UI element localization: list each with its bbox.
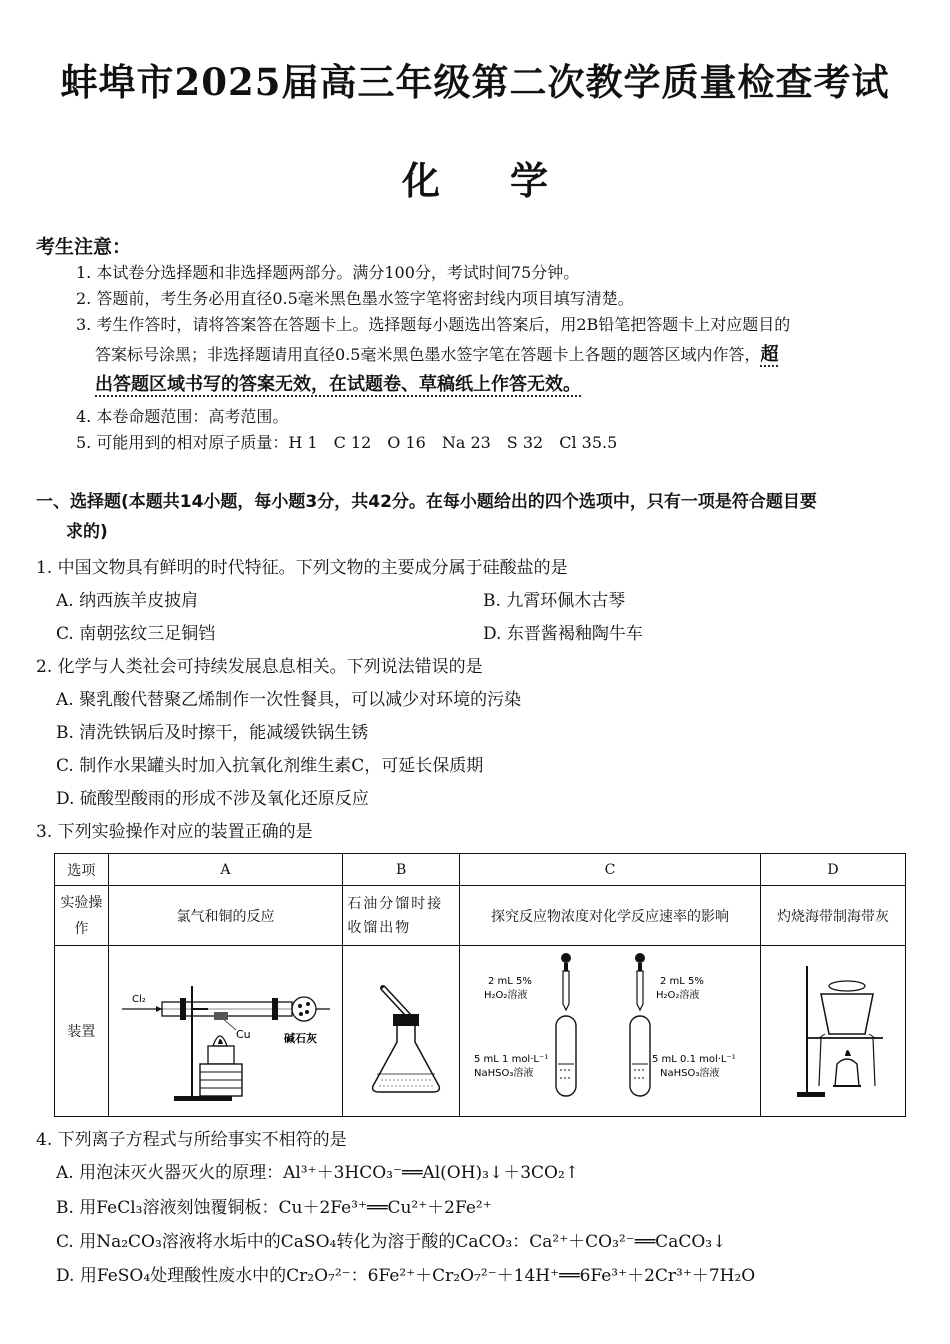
table-d-device <box>761 946 906 1117</box>
apparatus-d-figure <box>761 946 905 1112</box>
q2-option-d: D. 硫酸型酸雨的形成不涉及氧化还原反应 <box>56 789 369 809</box>
notice-item-3: 3. 考生作答时，请将答案答在答题卡上。选择题每小题选出答案后，用2B铅笔把答题卡上对应题目的 <box>76 315 791 334</box>
q2-option-b: B. 清洗铁锅后及时擦干，能减缓铁锅生锈 <box>56 723 369 743</box>
c-drop1-line2: H₂O₂溶液 <box>483 990 528 1001</box>
notice-item-5: 5. 可能用到的相对原子质量：H 1 C 12 O 16 Na 23 S 32 Cl 35.5 <box>76 433 618 452</box>
q2-option-a: A. 聚乳酸代替聚乙烯制作一次性餐具，可以减少对环境的污染 <box>56 690 522 710</box>
notice-item-1: 1. 本试卷分选择题和非选择题两部分。满分100分，考试时间75分钟。 <box>76 263 580 282</box>
exam-title: 蚌埠市2025届高三年级第二次教学质量检查考试 <box>60 60 890 104</box>
section-heading-line1: 一、选择题(本题共14小题，每小题3分，共42分。在每小题给出的四个选项中，只有一项是符合题目要 <box>36 492 817 512</box>
table-b-op: 石油分馏时接收馏出物 <box>343 886 460 946</box>
table-head-a: A <box>108 854 343 886</box>
c-tube2-line1: 5 mL 0.1 mol·L⁻¹ <box>651 1054 736 1065</box>
q3-table <box>54 853 906 1117</box>
table-row-op-label: 实验操作 <box>55 886 109 946</box>
apparatus-c-figure <box>460 946 760 1112</box>
apparatus-a-figure <box>112 946 338 1112</box>
notice-item-3-text: 答案标号涂黑；非选择题请用直径0.5毫米黑色墨水签字笔在答题卡上各题的题答区域内作答， <box>95 345 761 364</box>
table-col-label: 选项 <box>55 854 109 886</box>
q4-option-c: C. 用Na₂CO₃溶液将水垢中的CaSO₄转化为溶于酸的CaCO₃：Ca²⁺＋CO₃²⁻══CaCO₃↓ <box>56 1232 727 1252</box>
q2-stem: 2. 化学与人类社会可持续发展息息相关。下列说法错误的是 <box>36 657 483 677</box>
section-heading <box>36 487 916 547</box>
c-tube1-line1: 5 mL 1 mol·L⁻¹ <box>473 1054 549 1065</box>
soda-lime-label: 碱石灰 <box>284 1032 318 1045</box>
apparatus-b-figure <box>347 946 455 1112</box>
section-heading-line2: 求的) <box>66 522 108 542</box>
q4-stem: 4. 下列离子方程式与所给事实不相符的是 <box>36 1130 347 1150</box>
notice-emphasis-start: 超 <box>760 344 779 365</box>
q1-option-d: D. 东晋酱褐釉陶牛车 <box>483 624 643 644</box>
notice-emphasis-line <box>95 370 581 396</box>
notice-item-2: 2. 答题前，考生务必用直径0.5毫米黑色墨水签字笔将密封线内项目填写清楚。 <box>76 289 634 308</box>
cl2-label: Cl₂ <box>132 994 147 1005</box>
table-b-device <box>343 946 460 1117</box>
table-c-op: 探究反应物浓度对化学反应速率的影响 <box>459 886 760 946</box>
notice-item-3-cont <box>95 342 778 368</box>
c-tube2-line2: NaHSO₃溶液 <box>659 1068 720 1079</box>
table-head-c: C <box>459 854 760 886</box>
q3-stem: 3. 下列实验操作对应的装置正确的是 <box>36 822 313 842</box>
table-a-device <box>108 946 343 1117</box>
c-tube1-line2: NaHSO₃溶液 <box>473 1068 534 1079</box>
q1-stem: 1. 中国文物具有鲜明的时代特征。下列文物的主要成分属于硅酸盐的是 <box>36 558 568 578</box>
notice-emphasis-text: 出答题区域书写的答案无效，在试题卷、草稿纸上作答无效。 <box>95 374 581 395</box>
q4-option-d: D. 用FeSO₄处理酸性废水中的Cr₂O₇²⁻：6Fe²⁺＋Cr₂O₇²⁻＋14H⁺══6Fe³⁺＋2Cr³⁺＋7H₂O <box>56 1266 756 1286</box>
c-drop2-line2: H₂O₂溶液 <box>655 990 700 1001</box>
c-drop2-line1: 2 mL 5% <box>659 976 704 987</box>
q1-option-a: A. 纳西族羊皮披肩 <box>56 591 199 611</box>
table-d-op: 灼烧海带制海带灰 <box>761 886 906 946</box>
cu-label: Cu <box>236 1028 252 1041</box>
notice-item-4: 4. 本卷命题范围：高考范围。 <box>76 407 289 426</box>
q4-option-a: A. 用泡沫灭火器灭火的原理：Al³⁺＋3HCO₃⁻══Al(OH)₃↓＋3CO₂↑ <box>56 1163 580 1183</box>
c-drop1-line1: 2 mL 5% <box>487 976 532 987</box>
q1-option-c: C. 南朝弦纹三足铜铛 <box>56 624 216 644</box>
table-a-op: 氯气和铜的反应 <box>108 886 343 946</box>
table-row-dev-label: 装置 <box>55 946 109 1117</box>
q4-option-b: B. 用FeCl₃溶液刻蚀覆铜板：Cu＋2Fe³⁺══Cu²⁺＋2Fe²⁺ <box>56 1198 492 1218</box>
table-head-d: D <box>761 854 906 886</box>
subject-title: 化学 <box>401 158 618 203</box>
q1-option-b: B. 九霄环佩木古琴 <box>483 591 626 611</box>
table-c-device <box>459 946 760 1117</box>
q2-option-c: C. 制作水果罐头时加入抗氧化剂维生素C，可延长保质期 <box>56 756 484 776</box>
notice-heading: 考生注意： <box>36 236 132 258</box>
table-head-b: B <box>343 854 460 886</box>
